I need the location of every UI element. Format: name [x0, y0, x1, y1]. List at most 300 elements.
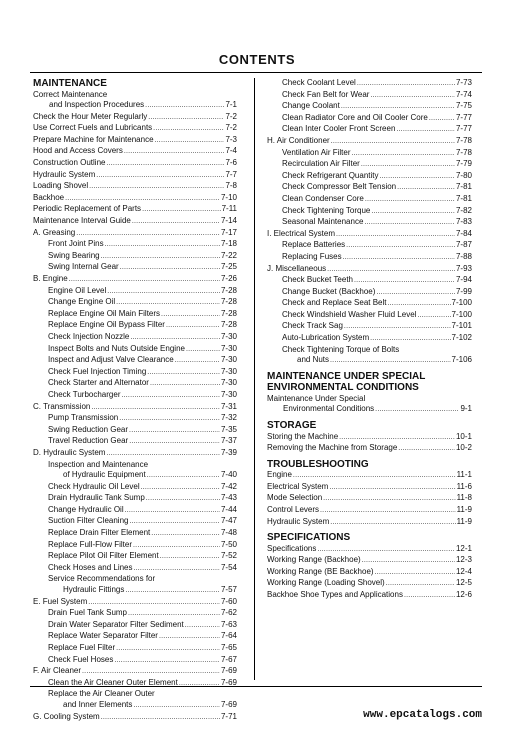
dot-leader	[293, 471, 456, 482]
toc-entry-label: Auto-Lubrication System	[282, 333, 370, 343]
toc-entry[interactable]	[33, 712, 237, 724]
dot-leader	[331, 137, 455, 148]
toc-entry-page: 7-42	[220, 481, 237, 491]
toc-entry-label: Check Coolant Level	[282, 78, 356, 87]
toc-entry[interactable]	[33, 216, 237, 228]
toc-entry[interactable]	[33, 460, 237, 471]
toc-entry-label: Clean Condenser Core	[282, 193, 364, 203]
toc-entry-label: Drain Water Separator Filter Sediment	[48, 619, 184, 629]
toc-entry-page: 7-28	[220, 308, 237, 318]
toc-entry-page: 12-6	[455, 590, 472, 600]
dot-leader	[320, 506, 456, 517]
toc-entry-label: Recirculation Air Filter	[282, 159, 360, 169]
toc-entry-label: and Inner Elements	[63, 699, 133, 709]
dot-leader	[323, 494, 455, 505]
toc-entry[interactable]	[33, 239, 237, 251]
toc-entry-page: 7-80	[455, 170, 472, 180]
toc-entry-label: Replace Batteries	[282, 240, 346, 250]
dot-leader	[129, 426, 220, 437]
dot-leader	[101, 713, 220, 724]
toc-entry-label: Clean Inter Cooler Front Screen	[282, 124, 396, 134]
toc-entry-page: 7-65	[220, 643, 237, 652]
toc-entry[interactable]	[33, 585, 237, 597]
toc-entry[interactable]	[267, 136, 472, 148]
toc-entry[interactable]	[267, 264, 472, 276]
dot-leader	[89, 182, 224, 193]
toc-entry[interactable]	[267, 287, 472, 299]
toc-entry[interactable]	[267, 443, 472, 455]
toc-entry-label: Seasonal Maintenance	[282, 217, 364, 227]
column-divider	[254, 78, 255, 680]
toc-entry-page: 7-87	[455, 240, 472, 250]
toc-entry-label: Change Engine Oil	[48, 297, 116, 307]
toc-entry[interactable]	[33, 608, 237, 620]
dot-leader	[116, 644, 220, 655]
toc-entry[interactable]	[33, 332, 237, 344]
dot-leader	[130, 333, 220, 344]
dot-leader	[346, 241, 455, 252]
toc-entry-label: Prepare Machine for Maintenance	[33, 134, 154, 144]
dot-leader	[120, 263, 220, 274]
toc-entry-label: Check Track Sag	[282, 321, 343, 331]
toc-entry[interactable]	[267, 345, 472, 356]
toc-entry-page: 9-1	[460, 404, 472, 414]
dot-leader	[341, 102, 455, 113]
toc-entry-page: 7-94	[455, 275, 472, 285]
toc-entry-label: D. Hydraulic System	[33, 447, 106, 457]
toc-entry[interactable]	[33, 193, 237, 205]
toc-entry[interactable]	[267, 432, 472, 444]
toc-entry[interactable]	[267, 240, 472, 252]
toc-entry[interactable]	[33, 181, 237, 193]
toc-entry-label: Periodic Replacement of Parts	[33, 204, 142, 214]
dot-leader	[82, 667, 220, 678]
toc-entry-label: Backhoe	[33, 192, 65, 202]
toc-entry-page: 7-83	[455, 217, 472, 227]
toc-entry[interactable]	[33, 700, 237, 712]
toc-entry-label: Environmental Conditions	[283, 404, 375, 414]
toc-entry-label: Clean Radiator Core and Oil Cooler Core	[282, 112, 428, 122]
footer-url: www.epcatalogs.com	[363, 709, 482, 721]
dot-leader	[397, 183, 455, 194]
dot-leader	[151, 529, 220, 540]
toc-entry-label: Use Correct Fuels and Lubricants	[33, 123, 153, 133]
toc-entry[interactable]	[267, 171, 472, 183]
toc-entry[interactable]	[267, 355, 472, 367]
toc-entry-page: 7-79	[455, 159, 472, 169]
toc-entry-label: Hydraulic Fittings	[63, 585, 125, 595]
toc-entry-label: Storing the Machine	[267, 431, 339, 441]
dot-leader	[76, 229, 220, 240]
toc-entry-page: 7-47	[220, 516, 237, 526]
dot-leader	[343, 253, 455, 264]
dot-leader	[362, 556, 455, 567]
toc-entry[interactable]	[267, 394, 472, 405]
toc-entry[interactable]	[33, 425, 237, 437]
toc-entry-label: Check Hydraulic Oil Level	[48, 481, 140, 491]
toc-entry[interactable]	[33, 482, 237, 494]
toc-entry[interactable]	[267, 555, 472, 567]
dot-leader	[65, 194, 220, 205]
toc-entry[interactable]	[33, 528, 237, 540]
toc-entry-page: 7-57	[220, 585, 237, 595]
dot-leader	[141, 483, 220, 494]
dot-leader	[166, 321, 220, 332]
toc-entry-page: 7-35	[220, 424, 237, 434]
toc-entry[interactable]	[267, 333, 472, 345]
toc-entry-label: Drain Fuel Tank Sump	[48, 608, 127, 618]
toc-entry[interactable]	[267, 544, 472, 556]
dot-leader	[336, 230, 455, 241]
dot-leader	[132, 217, 220, 228]
toc-entry-page: 7-30	[220, 355, 237, 365]
toc-entry-page: 7-37	[220, 436, 237, 446]
dot-leader	[153, 124, 224, 135]
toc-entry[interactable]	[267, 275, 472, 287]
toc-entry-label: Check the Hour Meter Regularly	[33, 111, 148, 121]
toc-entry[interactable]	[267, 321, 472, 333]
toc-entry-page: 7-14	[220, 216, 237, 226]
toc-entry[interactable]	[267, 124, 472, 136]
toc-entry-label: Inspection and Maintenance	[48, 459, 149, 469]
toc-entry-label: Engine Oil Level	[48, 285, 107, 295]
toc-entry-page: 7-50	[220, 539, 237, 549]
toc-entry-label: Control Levers	[267, 505, 320, 514]
toc-entry[interactable]	[267, 194, 472, 206]
toc-entry-label: Replace Full-Flow Filter	[48, 539, 133, 549]
dot-leader	[371, 207, 455, 218]
toc-entry[interactable]	[33, 390, 237, 402]
toc-entry[interactable]	[267, 159, 472, 171]
dot-leader	[161, 310, 220, 321]
dot-leader	[88, 598, 220, 609]
toc-entry-page: 7-69	[220, 699, 237, 709]
dot-leader	[398, 444, 455, 455]
dot-leader	[429, 114, 455, 125]
toc-entry[interactable]	[33, 204, 237, 216]
toc-entry[interactable]	[33, 563, 237, 575]
toc-entry-page: 7-28	[220, 297, 237, 307]
toc-entry-page: 7-78	[455, 147, 472, 157]
toc-entry[interactable]	[33, 540, 237, 552]
toc-entry-label: Check Bucket Teeth	[282, 275, 354, 285]
toc-entry[interactable]	[33, 90, 237, 101]
toc-entry-page: 7-63	[220, 619, 237, 629]
toc-entry-page: 7-60	[220, 596, 237, 606]
toc-entry[interactable]	[33, 297, 237, 309]
toc-entry-page: 11-9	[456, 516, 472, 526]
toc-entry-label: Service Recommendations for	[48, 574, 156, 584]
toc-entry-label: Working Range (Loading Shovel)	[267, 578, 385, 588]
toc-entry[interactable]	[267, 482, 472, 494]
toc-entry-page: 7-73	[455, 78, 472, 87]
toc-entry-page: 7-7	[225, 169, 237, 179]
toc-entry[interactable]	[33, 413, 237, 425]
toc-entry-label: and Nuts	[297, 355, 330, 365]
toc-entry-page: 7-102	[451, 333, 472, 343]
dot-leader	[155, 136, 225, 147]
toc-entry[interactable]	[33, 551, 237, 563]
toc-entry-label: Replace Engine Oil Main Filters	[48, 308, 161, 318]
page-title: CONTENTS	[218, 52, 296, 67]
toc-entry-label: Inspect and Adjust Valve Clearance	[48, 355, 174, 365]
toc-entry-label: Ventilation Air Filter	[282, 147, 351, 157]
toc-entry-label: J. Miscellaneous	[267, 263, 327, 273]
toc-entry[interactable]	[267, 101, 472, 113]
dot-leader	[124, 147, 225, 158]
dot-leader	[125, 586, 220, 597]
toc-entry-label: Check Fan Belt for Wear	[282, 89, 370, 99]
toc-entry[interactable]	[33, 100, 237, 112]
dot-leader	[370, 334, 450, 345]
dot-leader	[133, 541, 220, 552]
dot-leader	[357, 79, 455, 90]
toc-entry[interactable]	[33, 286, 237, 298]
toc-entry[interactable]	[267, 590, 472, 602]
toc-entry-page: 7-82	[455, 205, 472, 215]
toc-entry[interactable]	[33, 251, 237, 263]
toc-entry-label: Construction Outline	[33, 158, 106, 168]
toc-entry-page: 7-25	[220, 262, 237, 272]
toc-entry[interactable]	[33, 378, 237, 390]
dot-leader	[150, 379, 220, 390]
dot-leader	[69, 275, 220, 286]
dot-leader	[375, 405, 459, 416]
dot-leader	[386, 579, 455, 590]
toc-entry-label: Replace Water Separator Filter	[48, 631, 158, 641]
toc-entry-page: 7-22	[220, 250, 237, 260]
toc-entry-label: Replace Fuel Filter	[48, 643, 116, 652]
toc-entry[interactable]	[33, 355, 237, 367]
toc-entry[interactable]	[33, 505, 237, 517]
toc-entry-page: 7-52	[220, 551, 237, 561]
toc-entry-label: Electrical System	[267, 481, 329, 491]
dot-leader	[330, 518, 455, 529]
toc-entry[interactable]	[33, 262, 237, 274]
section-heading: ENVIRONMENTAL CONDITIONS	[267, 382, 419, 394]
toc-entry[interactable]	[33, 320, 237, 332]
dot-leader	[147, 368, 220, 379]
toc-entry-page: 7-8	[225, 181, 237, 191]
toc-entry-label: Check Fuel Injection Timing	[48, 366, 147, 376]
toc-entry-page: 7-78	[455, 135, 472, 145]
toc-entry-label: Check Tightening Torque of Bolts	[282, 344, 400, 354]
toc-entry[interactable]	[33, 112, 237, 124]
toc-entry[interactable]	[267, 217, 472, 229]
toc-entry[interactable]	[267, 310, 472, 322]
dot-leader	[354, 276, 455, 287]
toc-entry-page: 7-69	[220, 666, 237, 676]
toc-entry[interactable]	[267, 90, 472, 102]
toc-entry-label: Hood and Access Covers	[33, 146, 123, 156]
dot-leader	[119, 414, 220, 425]
toc-entry[interactable]	[267, 567, 472, 579]
toc-entry-page: 10-2	[455, 443, 472, 453]
toc-entry[interactable]	[33, 344, 237, 356]
toc-entry[interactable]	[33, 493, 237, 505]
dot-leader	[114, 656, 220, 667]
toc-entry[interactable]	[267, 298, 472, 310]
section-heading: SPECIFICATIONS	[267, 532, 351, 544]
dot-leader	[106, 159, 224, 170]
toc-entry-page: 7-54	[220, 562, 237, 572]
toc-entry-page: 7-11	[221, 204, 237, 214]
toc-entry-label: Check and Replace Seat Belt	[282, 298, 387, 308]
toc-entry[interactable]	[267, 206, 472, 218]
toc-entry-page: 7-67	[220, 654, 237, 664]
toc-entry-page: 7-48	[220, 528, 237, 538]
toc-entry[interactable]	[33, 666, 237, 678]
dot-leader	[179, 679, 220, 690]
dot-leader	[159, 632, 220, 643]
bottom-rule	[30, 686, 482, 687]
dot-leader	[388, 299, 451, 310]
toc-entry-page: 7-62	[220, 608, 237, 618]
toc-entry[interactable]	[33, 689, 237, 700]
dot-leader	[146, 494, 220, 505]
toc-entry[interactable]	[33, 436, 237, 448]
dot-leader	[107, 287, 220, 298]
toc-entry-page: 11-8	[456, 493, 472, 503]
toc-entry[interactable]	[33, 146, 237, 158]
dot-leader	[376, 288, 455, 299]
toc-entry-page: 7-88	[455, 251, 472, 261]
toc-entry[interactable]	[33, 678, 237, 690]
toc-entry[interactable]	[33, 516, 237, 528]
toc-entry-page: 7-2	[225, 123, 237, 133]
dot-leader	[129, 437, 220, 448]
toc-entry[interactable]	[33, 158, 237, 170]
toc-entry-label: Check Starter and Alternator	[48, 378, 149, 388]
toc-entry[interactable]	[267, 578, 472, 590]
toc-entry[interactable]	[33, 643, 237, 655]
toc-entry-label: Swing Reduction Gear	[48, 424, 129, 434]
toc-entry-label: Replace Drain Filter Element	[48, 528, 151, 538]
toc-entry[interactable]	[267, 148, 472, 160]
toc-entry-label: Check Refrigerant Quantity	[282, 170, 379, 180]
toc-entry[interactable]	[33, 135, 237, 147]
dot-leader	[121, 391, 220, 402]
toc-entry-page: 7-93	[455, 263, 472, 273]
toc-entry[interactable]	[267, 113, 472, 125]
toc-entry-label: Backhoe Shoe Types and Applications	[267, 590, 403, 600]
dot-leader	[129, 517, 220, 528]
toc-entry-label: Correct Maintenance	[33, 89, 108, 99]
toc-entry-label: Suction Filter Cleaning	[48, 516, 129, 526]
toc-entry[interactable]	[33, 123, 237, 135]
toc-entry-page: 7-77	[455, 124, 472, 134]
dot-leader	[365, 195, 455, 206]
toc-left-column	[33, 78, 237, 723]
toc-entry-page: 12-4	[455, 566, 472, 576]
toc-entry[interactable]	[33, 597, 237, 609]
toc-entry-page: 7-100	[451, 298, 472, 308]
toc-entry-label: Pump Transmission	[48, 413, 119, 423]
dot-leader	[396, 125, 455, 136]
toc-entry[interactable]	[33, 470, 237, 482]
toc-entry[interactable]	[33, 402, 237, 414]
toc-entry[interactable]	[267, 252, 472, 264]
toc-entry[interactable]	[33, 228, 237, 240]
dot-leader	[106, 449, 220, 460]
toc-entry[interactable]	[267, 182, 472, 194]
dot-leader	[175, 356, 220, 367]
dot-leader	[185, 621, 220, 632]
toc-entry-label: I. Electrical System	[267, 228, 336, 238]
toc-entry-page: 11-1	[456, 470, 472, 480]
toc-entry-page: 7-6	[225, 158, 237, 168]
dot-leader	[96, 171, 224, 182]
toc-entry[interactable]	[33, 448, 237, 460]
toc-entry-page: 7-30	[220, 366, 237, 376]
toc-entry[interactable]	[267, 78, 472, 90]
toc-entry-page: 7-26	[220, 274, 237, 283]
toc-entry-page: 7-30	[220, 331, 237, 341]
toc-entry[interactable]	[267, 517, 472, 529]
dot-leader	[134, 564, 220, 575]
dot-leader	[133, 701, 220, 712]
toc-entry-page: 7-84	[455, 228, 472, 238]
toc-entry-page: 7-10	[220, 192, 237, 202]
toc-entry-label: Replace Engine Oil Bypass Filter	[48, 320, 165, 330]
toc-entry[interactable]	[33, 309, 237, 321]
toc-entry-label: H. Air Conditioner	[267, 135, 330, 145]
toc-entry[interactable]	[267, 470, 472, 482]
toc-entry-label: Travel Reduction Gear	[48, 436, 129, 446]
toc-entry-page: 7-74	[455, 89, 472, 99]
toc-entry[interactable]	[33, 631, 237, 643]
toc-entry-label: F. Air Cleaner	[33, 666, 82, 676]
toc-entry-label: Front Joint Pins	[48, 239, 104, 249]
toc-entry-label: Hydraulic System	[267, 516, 330, 526]
toc-entry[interactable]	[33, 620, 237, 632]
toc-entry[interactable]	[267, 493, 472, 505]
toc-entry[interactable]	[33, 170, 237, 182]
toc-entry[interactable]	[267, 404, 472, 416]
toc-entry-page: 7-69	[220, 677, 237, 687]
toc-entry[interactable]	[267, 229, 472, 241]
toc-entry-label: of Hydraulic Equipment	[63, 470, 146, 480]
dot-leader	[116, 298, 220, 309]
toc-entry-label: Check Turbocharger	[48, 389, 121, 399]
dot-leader	[105, 240, 220, 251]
dot-leader	[125, 506, 220, 517]
toc-entry-page: 7-17	[220, 227, 237, 237]
toc-entry-label: Change Bucket (Backhoe)	[282, 286, 376, 296]
toc-entry-label: C. Transmission	[33, 401, 91, 411]
toc-entry-page: 7-101	[451, 321, 472, 331]
toc-entry-page: 7-18	[220, 239, 237, 249]
toc-entry-label: Mode Selection	[267, 493, 323, 503]
dot-leader	[380, 172, 455, 183]
toc-entry-page: 7-100	[451, 309, 472, 319]
toc-entry-page: 12-5	[455, 578, 472, 588]
toc-entry-page: 7-77	[455, 112, 472, 122]
dot-leader	[404, 591, 455, 602]
toc-entry[interactable]	[267, 505, 472, 517]
toc-entry-label: Check Windshield Washer Fluid Level	[282, 309, 417, 319]
toc-entry-page: 7-30	[220, 389, 237, 399]
toc-entry-page: 7-75	[455, 101, 472, 111]
toc-entry-page: 12-3	[455, 555, 472, 565]
toc-entry[interactable]	[33, 574, 237, 585]
toc-entry-page: 7-30	[220, 343, 237, 353]
toc-entry[interactable]	[33, 655, 237, 667]
toc-entry[interactable]	[33, 367, 237, 379]
toc-entry[interactable]	[33, 274, 237, 286]
dot-leader	[375, 568, 455, 579]
toc-entry-page: 11-9	[456, 505, 472, 514]
